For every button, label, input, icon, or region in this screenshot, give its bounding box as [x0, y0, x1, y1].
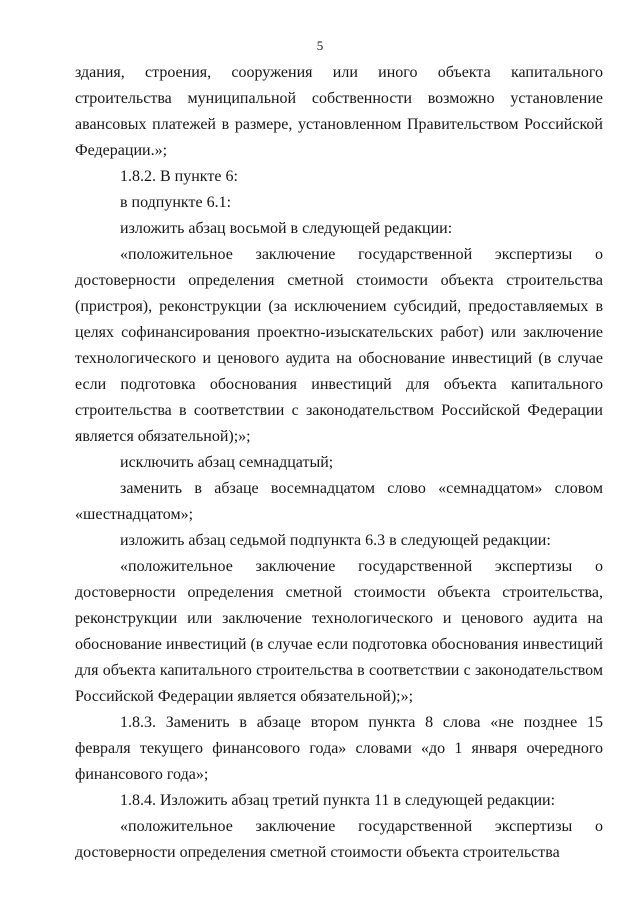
paragraph-subitem-6-1: в подпункте 6.1: — [120, 194, 232, 211]
page-number: 5 — [316, 38, 324, 53]
paragraph-item-1-8-2: 1.8.2. В пункте 6: — [120, 168, 238, 185]
paragraph-item-1-8-4: 1.8.4. Изложить абзац третий пункта 11 в следующей редакции: — [120, 792, 556, 809]
paragraph-quote-1: «положительное заключение государственной экспертизы о достоверности определения сметной стоимости объекта строительства (пристроя), реконструкции (за исключением субсидий, предоставляемых в целях софинансирования проектно-изыскательских работ) или заключение технологического и ценового аудита на обоснование инвестиций (в случае если подготовка обоснования инвестиций для объекта капитального строительства в соответствии с законодательством Российской Федерации является обязательной);»; — [75, 246, 603, 445]
paragraph-quote-3: «положительное заключение государственной экспертизы о достоверности определения сметной стоимости объекта строительства — [75, 818, 603, 861]
paragraph-instruction-8th: изложить абзац восьмой в следующей редакции: — [120, 220, 453, 237]
paragraph-item-1-8-3: 1.8.3. Заменить в абзаце втором пункта 8 слова «не позднее 15 февраля текущего финансового года» словами «до 1 января очередного финансового года»; — [75, 714, 603, 783]
paragraph-quote-2: «положительное заключение государственной экспертизы о достоверности определения сметной стоимости объекта строительства, реконструкции или заключение технологического и ценового аудита на обоснование инвестиций (в случае если подготовка обоснования инвестиций для объекта капитального строительства в соответствии с законодательством Российской Федерации является обязательной);»; — [75, 558, 603, 705]
paragraph-replace-18th: заменить в абзаце восемнадцатом слово «семнадцатом» словом «шестнадцатом»; — [75, 480, 603, 523]
paragraph-instruction-6-3: изложить абзац седьмой подпункта 6.3 в следующей редакции: — [120, 532, 551, 549]
paragraph-continuation: здания, строения, сооружения или иного объекта капитального строительства муниципальной собственности возможно установление авансовых платежей в размере, установленном Правительством Российской Федерации.»; — [75, 64, 603, 159]
paragraph-exclude-17th: исключить абзац семнадцатый; — [120, 454, 334, 471]
document-body — [75, 60, 603, 866]
